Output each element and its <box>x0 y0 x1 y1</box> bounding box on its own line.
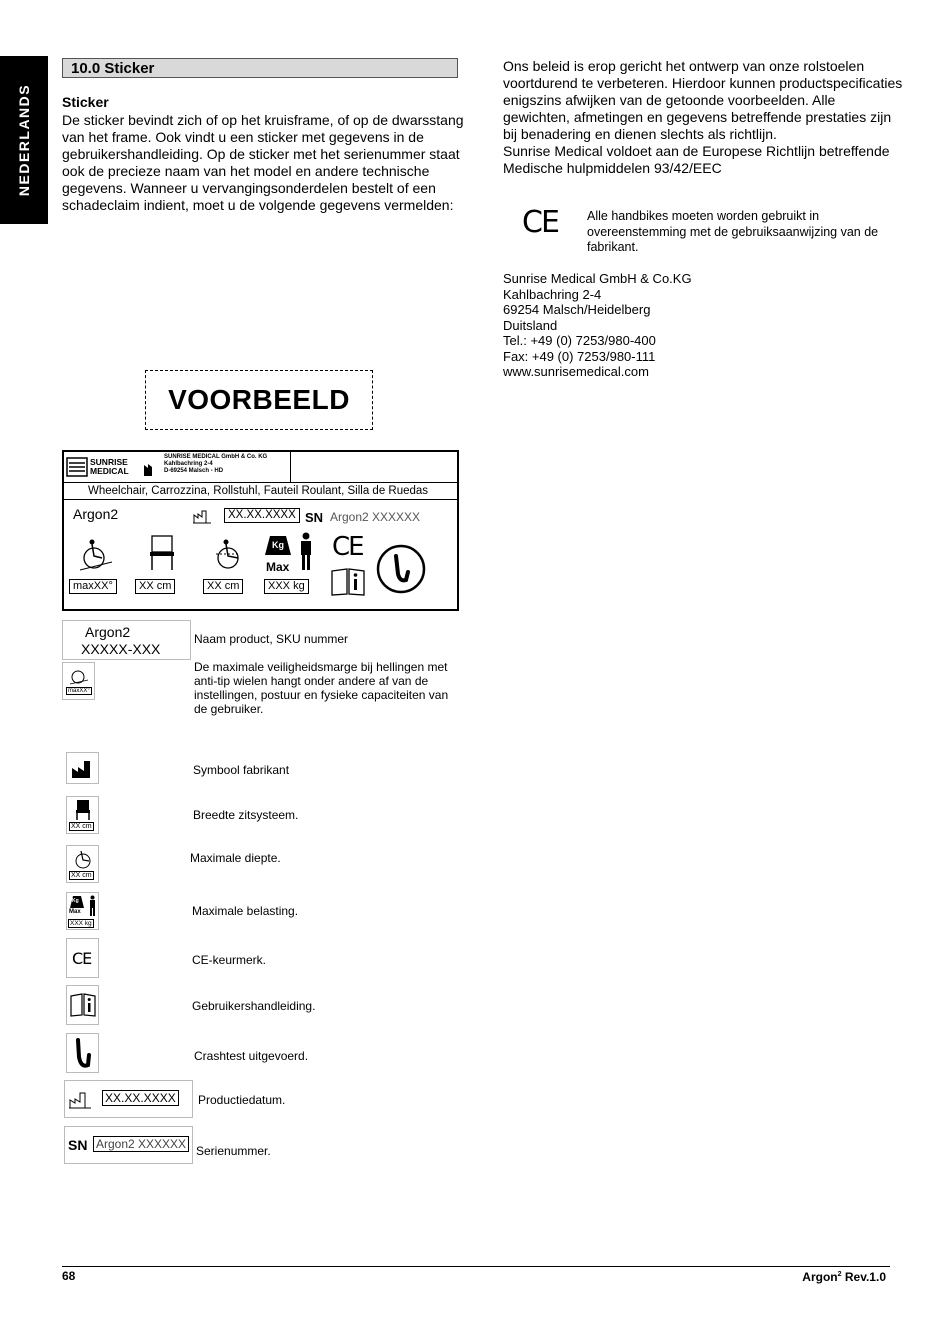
sticker-ce-icon: CE <box>332 532 363 562</box>
company-line: SUNRISE MEDICAL GmbH & Co. KG <box>164 454 268 460</box>
sticker-divider <box>290 452 291 482</box>
ce-mark-icon: CE <box>522 205 558 240</box>
chair-icon <box>75 799 91 821</box>
wheelchair-icon <box>72 848 94 870</box>
weight-max-label: Max <box>266 560 290 574</box>
legend-text-load: Maximale belasting. <box>192 904 299 918</box>
section-body: De sticker bevindt zich of op het kruisframe, of op de dwarsstang van het frame. Ook vindt u een sticker met gegevens in de gebruikershandleiding. Op de sticker met het serienummer staat ook de precieze naam van het model en andere technische gegevens. Wanneer u vervangingsonderdelen bestelt of een schadeclaim indient, moet u de volgende gegevens vermelden: <box>62 112 464 213</box>
address-line: Sunrise Medical GmbH & Co.KG <box>503 271 692 286</box>
serial-sn-label: SN <box>68 1137 88 1153</box>
page-number: 68 <box>62 1269 76 1283</box>
legend-text-ce: CE-keurmerk. <box>192 953 267 967</box>
product-name-line: Argon2 <box>85 624 131 640</box>
sticker-width: XX cm <box>135 579 175 594</box>
seat-depth-icon <box>66 845 99 883</box>
directive-text: Sunrise Medical voldoet aan de Europese Richtlijn betreffende Medische hulpmiddelen 93/42/EEC <box>503 143 890 176</box>
max-load-icon <box>66 892 99 930</box>
legend-text-crash: Crashtest uitgevoerd. <box>194 1049 309 1063</box>
sticker-header-row <box>64 452 457 483</box>
factory-icon <box>70 758 96 780</box>
legend-text-serial: Serienummer. <box>196 1144 271 1158</box>
sticker-max-incline: maxXX° <box>69 579 117 594</box>
sticker-serial: Argon2 XXXXXX <box>330 510 421 524</box>
manual-icon <box>330 568 366 596</box>
crashtest-icon <box>66 1033 99 1073</box>
ce-text: Alle handbikes moeten worden gebruikt in overeenstemming met de gebruiksaanwijzing van de fabrikant. <box>587 209 879 254</box>
example-label: VOORBEELD <box>168 384 350 415</box>
sticker-sn-label: SN <box>305 510 324 525</box>
seat-depth-icon <box>208 536 248 572</box>
sticker-depth: XX cm <box>203 579 243 594</box>
doc-sup: 2 <box>837 1271 842 1278</box>
max-incline-icon <box>62 662 95 700</box>
address-line: Duitsland <box>503 317 558 333</box>
sunrise-logo-text: SUNRISE MEDICAL <box>90 457 129 476</box>
seat-width-box: XX cm <box>71 823 92 830</box>
production-date-icon <box>64 1080 193 1118</box>
ce-icon-text: CE <box>72 949 92 968</box>
crash-icon <box>71 1037 95 1071</box>
section-subheading: Sticker <box>62 94 109 110</box>
serial-box: Argon2 XXXXXX <box>93 1136 189 1152</box>
example-label-box <box>145 370 373 430</box>
address-line: www.sunrisemedical.com <box>503 364 649 379</box>
company-line: Kahlbachring 2-4 <box>164 461 213 467</box>
address-line: 69254 Malsch/Heidelberg <box>503 302 651 317</box>
legend-text-width: Breedte zitsysteem. <box>193 808 299 822</box>
incline-wheelchair-icon <box>76 536 116 572</box>
doc-revision: Rev.1.0 <box>841 1270 886 1284</box>
policy-block <box>503 58 903 177</box>
doc-name: Argon <box>802 1270 838 1284</box>
address-line: Tel.: +49 (0) 7253/980-400 <box>503 333 656 348</box>
sticker-model: Argon2 <box>73 506 119 522</box>
serial-number-icon <box>64 1126 193 1164</box>
footer-rule <box>62 1266 890 1267</box>
manufacturer-icon <box>66 752 99 784</box>
incline-icon <box>69 665 89 685</box>
max-incline-box: maxXX° <box>68 688 90 694</box>
address-block <box>503 271 692 380</box>
max-load-box: XXX kg <box>70 920 92 927</box>
language-label: NEDERLANDS <box>16 83 32 197</box>
seat-width-icon <box>148 534 176 572</box>
production-date-box: XX.XX.XXXX <box>102 1090 179 1106</box>
legend-text-depth: Maximale diepte. <box>190 851 281 865</box>
language-side-tab <box>0 56 48 224</box>
seat-depth-box: XX cm <box>71 872 92 879</box>
company-line: D-69254 Malsch - HD <box>164 468 224 474</box>
legend-text-product: Naam product, SKU nummer <box>194 632 349 646</box>
ce-icon <box>66 938 99 978</box>
book-icon <box>69 993 97 1017</box>
sunrise-logo <box>66 455 156 479</box>
manufacturer-icon <box>192 507 212 525</box>
sticker-languages: Wheelchair, Carrozzina, Rollstuhl, Fauteil Roulant, Silla de Ruedas <box>64 482 457 500</box>
weight-kg-label: Kg <box>72 898 79 904</box>
document-reference <box>802 1270 886 1284</box>
manual-icon <box>66 985 99 1025</box>
product-sku-line: XXXXX-XXX <box>81 641 161 657</box>
legend-text-incline: De maximale veiligheidsmarge bij hellingen met anti-tip wielen hangt onder andere af van de instellingen, postuur en fysieke capaciteiten van de gebruiker. <box>194 660 449 716</box>
sticker-company <box>164 454 267 475</box>
weight-kg-label: Kg <box>272 540 284 550</box>
sticker-date-box: XX.XX.XXXX <box>224 508 300 523</box>
legend-text-manufacturer: Symbool fabrikant <box>193 763 290 777</box>
legend-text-manual: Gebruikershandleiding. <box>192 999 316 1013</box>
sticker-illustration <box>62 450 459 611</box>
product-name-box <box>62 620 191 660</box>
legend-text-date: Productiedatum. <box>198 1093 286 1107</box>
weight-max-label: Max <box>69 909 81 915</box>
person-icon <box>298 532 314 572</box>
seat-width-icon <box>66 796 99 834</box>
person-icon <box>88 895 97 917</box>
crashtest-icon <box>376 544 426 594</box>
address-line: Fax: +49 (0) 7253/980-111 <box>503 348 656 364</box>
factory-outline-icon <box>68 1090 92 1110</box>
address-line: Kahlbachring 2-4 <box>503 286 602 302</box>
section-heading: 10.0 Sticker <box>62 58 458 78</box>
policy-text: Ons beleid is erop gericht het ontwerp van onze rolstoelen voortdurend te verbeteren. Hierdoor kunnen productspecificaties enigszins afwijken van de getoonde voorbeelden. Alle gewichten, afmetingen en gegevens betreffende prestaties zijn bij benadering en dienen slechts als richtlijn. <box>503 58 903 142</box>
sticker-load: XXX kg <box>264 579 309 594</box>
